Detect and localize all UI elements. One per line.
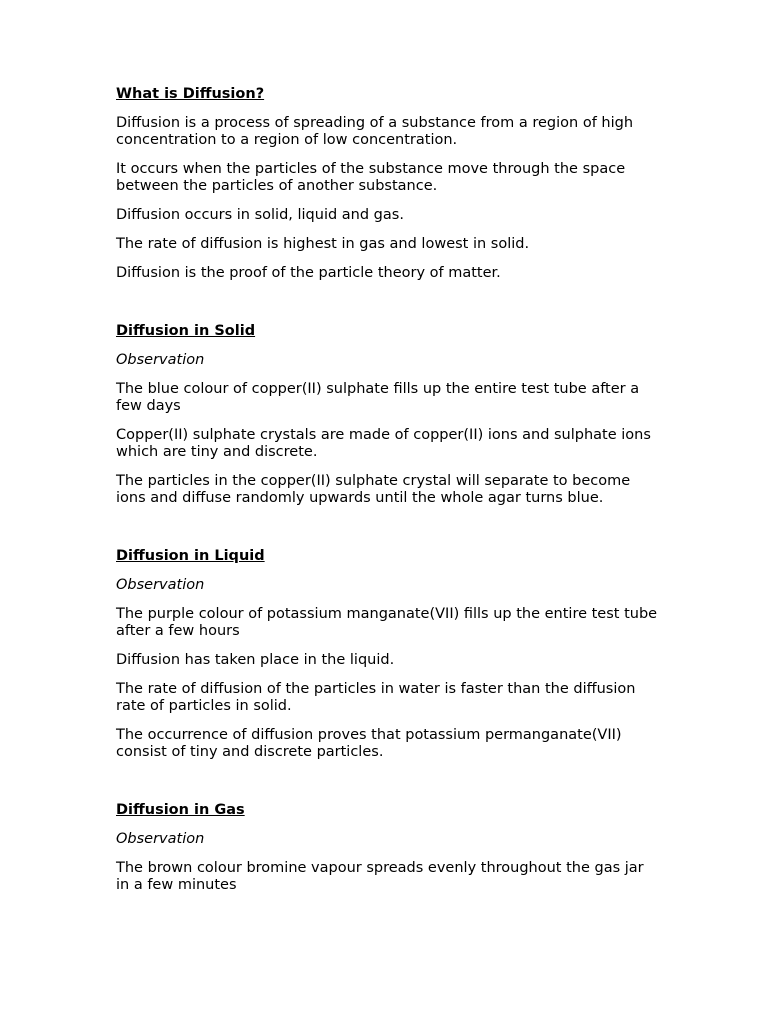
paragraph: Diffusion occurs in solid, liquid and gas. [116,207,404,223]
paragraph: The occurrence of diffusion proves that potassium permanganate(VII) consist of tiny and discrete particles. [116,727,622,760]
section-what-is-diffusion [116,86,661,282]
observation-label: Observation [116,352,205,368]
section-diffusion-in-solid [116,323,661,507]
paragraph: The rate of diffusion of the particles in water is faster than the diffusion rate of particles in solid. [116,681,636,714]
paragraph: The brown colour bromine vapour spreads evenly throughout the gas jar in a few minutes [116,860,644,893]
section-heading: Diffusion in Liquid [116,548,265,564]
paragraph: Diffusion has taken place in the liquid. [116,652,395,668]
section-spacer [116,294,661,323]
section-diffusion-in-liquid [116,548,661,761]
section-diffusion-in-gas [116,802,661,894]
paragraph: Diffusion is the proof of the particle theory of matter. [116,265,501,281]
observation-label: Observation [116,577,205,593]
section-heading: Diffusion in Solid [116,323,256,339]
paragraph: Copper(II) sulphate crystals are made of copper(II) ions and sulphate ions which are tiny and discrete. [116,427,651,460]
section-spacer [116,519,661,548]
paragraph: Diffusion is a process of spreading of a substance from a region of high concentration to a region of low concentration. [116,115,634,148]
paragraph: It occurs when the particles of the substance move through the space between the particles of another substance. [116,161,626,194]
section-heading: What is Diffusion? [116,86,265,102]
paragraph: The rate of diffusion is highest in gas and lowest in solid. [116,236,530,252]
paragraph: The particles in the copper(II) sulphate crystal will separate to become ions and diffuse randomly upwards until the whole agar turns blue. [116,473,631,506]
section-heading: Diffusion in Gas [116,802,245,818]
document-body [116,86,661,906]
section-spacer [116,773,661,802]
paragraph: The purple colour of potassium manganate(VII) fills up the entire test tube after a few hours [116,606,658,639]
observation-label: Observation [116,831,205,847]
paragraph: The blue colour of copper(II) sulphate fills up the entire test tube after a few days [116,381,640,414]
